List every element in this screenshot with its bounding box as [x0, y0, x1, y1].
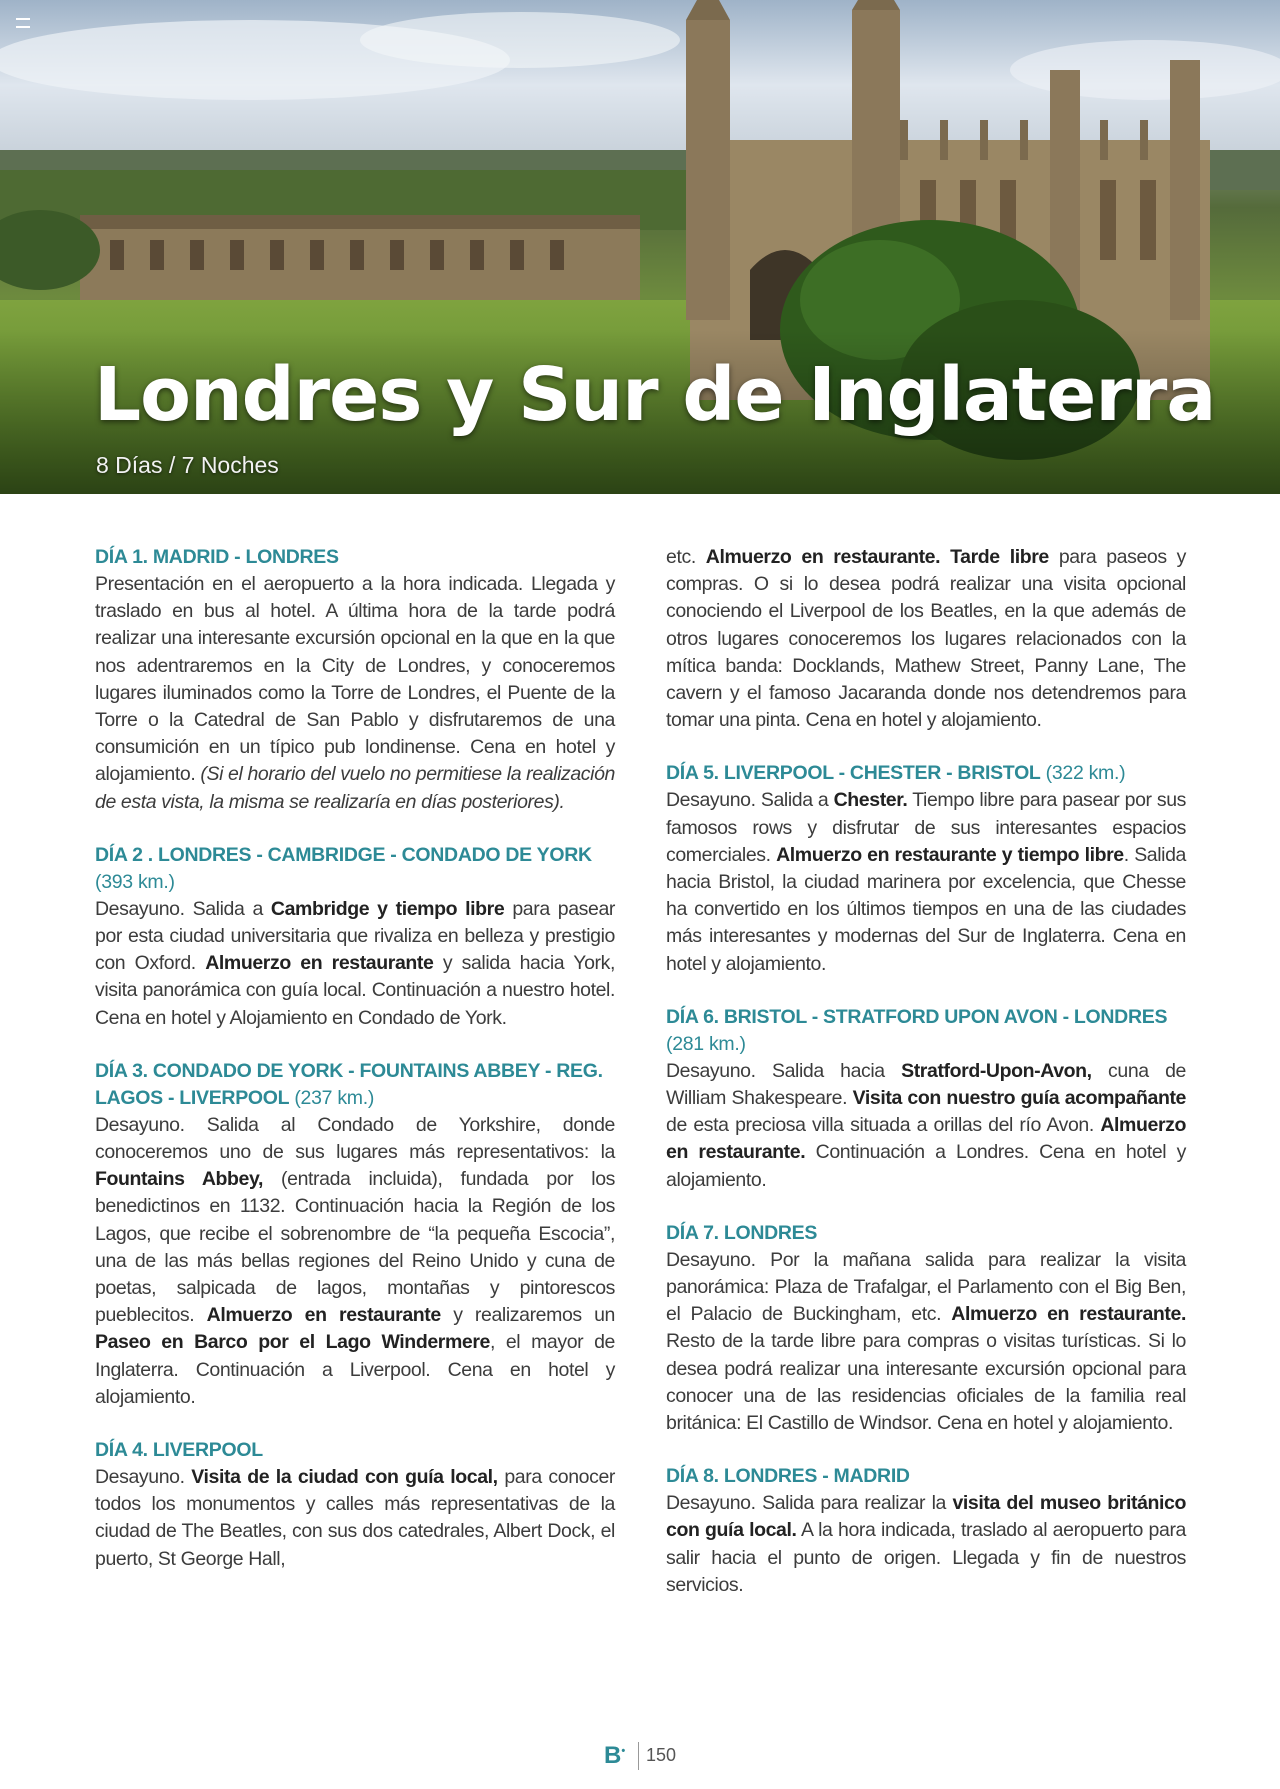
- day-heading-text: DÍA 4. LIVERPOOL: [95, 1439, 263, 1462]
- day-heading-text: DÍA 3. CONDADO DE YORK - FOUNTAINS ABBEY - REG. LAGOS - LIVERPOOL: [95, 1059, 603, 1109]
- day-distance: (237 km.): [289, 1086, 375, 1109]
- day-heading-text: DÍA 2 . LONDRES - CAMBRIDGE - CONDADO DE YORK: [95, 843, 592, 866]
- day-description: Desayuno. Salida al Condado de Yorkshire, donde conoceremos uno de sus lugares más representativos: la Fountains Abbey, (entrada incluida), fundada por los benedictinos en 1132. Continuación hacia la Región de los Lagos, que recibe el sobrenombre de “la pequeña Escocia”, una de las más bellas regiones del Reino Unido y cuna de poetas, salpicada de lagos, montañas y pintorescos pueblecitos. Almuerzo en restaurante y realizaremos un Paseo en Barco por el Lago Windermere, el mayor de Inglaterra. Continuación a Liverpool. Cena en hotel y alojamiento.: [95, 1113, 616, 1408]
- brand-logo: B•: [604, 1742, 626, 1769]
- day-description: Desayuno. Salida hacia Stratford-Upon-Avon, cuna de William Shakespeare. Visita con nuestro guía acompañante de esta preciosa villa situada a orillas del río Avon. Almuerzo en restaurante. Continuación a Londres. Cena en hotel y alojamiento.: [666, 1059, 1187, 1191]
- day-heading: [95, 1058, 615, 1112]
- hero-banner: [0, 0, 1280, 494]
- footer-divider: [638, 1742, 639, 1770]
- page-number: 150: [646, 1745, 677, 1765]
- day-heading-text: DÍA 1. MADRID - LONDRES: [95, 546, 339, 568]
- day-heading: [666, 1463, 1186, 1490]
- day-heading: [666, 1220, 1186, 1247]
- day-heading: [95, 544, 615, 571]
- left-day-2: [95, 842, 615, 1032]
- page-title: Londres y Sur de Inglaterra: [94, 352, 1216, 438]
- itinerary-column-right: [666, 544, 1186, 1625]
- day-description: Desayuno. Visita de la ciudad con guía local, para conocer todos los monumentos y calles más representativas de la ciudad de The Beatles, con sus dos catedrales, Albert Dock, el puerto, St George Hall,: [95, 1466, 615, 1570]
- day-heading: [95, 842, 615, 896]
- day-heading: [95, 1437, 615, 1464]
- right-day-7: [666, 1220, 1186, 1437]
- left-day-4: [95, 1437, 615, 1573]
- day-description: Presentación en el aeropuerto a la hora indicada. Llegada y traslado en bus al hotel. A última hora de la tarde podrá realizar una interesante excursión opcional en la que en la que nos adentraremos en la City de Londres, y conoceremos lugares iluminados como la Torre de Londres, el Puente de la Torre o la Catedral de San Pablo y disfrutaremos de una consumición en un típico pub londinense. Cena en hotel y alojamiento. (Si el horario del vuelo no permitiese la realización de esta vista, la misma se realizaría en días posteriores).: [95, 573, 615, 813]
- day-description: Desayuno. Salida para realizar la visita del museo británico con guía local. A la hora indicada, traslado al aeropuerto para salir hacia el punto de origen. Llegada y fin de nuestros servicios.: [666, 1492, 1186, 1596]
- day-heading: [666, 760, 1186, 787]
- right-day-6: [666, 1004, 1186, 1194]
- day-distance: (281 km.): [666, 1032, 746, 1055]
- itinerary-column-left: [95, 544, 615, 1599]
- right-day-5: [666, 760, 1186, 977]
- left-day-3: [95, 1058, 615, 1411]
- day-continuation: [666, 544, 1186, 734]
- day-heading-text: DÍA 8. LONDRES - MADRID: [666, 1465, 910, 1488]
- day-4-continuation-text: etc. Almuerzo en restaurante. Tarde libre para paseos y compras. O si lo desea podrá realizar una visita opcional conociendo el Liverpool de los Beatles, en la que además de otros lugares conoceremos los lugares relacionados con la mítica banda: Docklands, Mathew Street, Panny Lane, The cavern y el famoso Jacaranda donde nos detendremos para tomar una pinta. Cena en hotel y alojamiento.: [666, 546, 1187, 732]
- day-description: Desayuno. Por la mañana salida para realizar la visita panorámica: Plaza de Trafalgar, el Parlamento con el Big Ben, el Palacio de Buckingham, etc. Almuerzo en restaurante. Resto de la tarde libre para compras o visitas turísticas. Si lo desea podrá realizar una interesante excursión opcional para conocer una de las residencias oficiales de la familia real británica: El Castillo de Windsor. Cena en hotel y alojamiento.: [666, 1248, 1186, 1435]
- day-description: Desayuno. Salida a Chester. Tiempo libre para pasear por sus famosos rows y disfrutar de sus interesantes espacios comerciales. Almuerzo en restaurante y tiempo libre. Salida hacia Bristol, la ciudad marinera por excelencia, que Chesse ha convertido en los últimos tiempos en una de las ciudades más interesantes y modernas del Sur de Inglaterra. Cena en hotel y alojamiento.: [666, 789, 1186, 975]
- left-day-1: [95, 544, 615, 816]
- day-heading-text: DÍA 7. LONDRES: [666, 1221, 818, 1244]
- day-distance: (322 km.): [1040, 762, 1126, 785]
- day-description: Desayuno. Salida a Cambridge y tiempo libre para pasear por esta ciudad universitaria que rivaliza en belleza y prestigio con Oxford. Almuerzo en restaurante y salida hacia York, visita panorámica con guía local. Continuación a nuestro hotel. Cena en hotel y Alojamiento en Condado de York.: [95, 897, 615, 1029]
- right-day-8: [666, 1463, 1186, 1599]
- day-heading-text: DÍA 6. BRISTOL - STRATFORD UPON AVON - LONDRES: [666, 1005, 1168, 1028]
- menu-icon[interactable]: [16, 18, 30, 28]
- day-heading: [666, 1004, 1186, 1058]
- day-distance: (393 km.): [95, 870, 175, 893]
- trip-duration: 8 Días / 7 Noches: [96, 452, 279, 478]
- day-heading-text: DÍA 5. LIVERPOOL - CHESTER - BRISTOL: [666, 762, 1041, 785]
